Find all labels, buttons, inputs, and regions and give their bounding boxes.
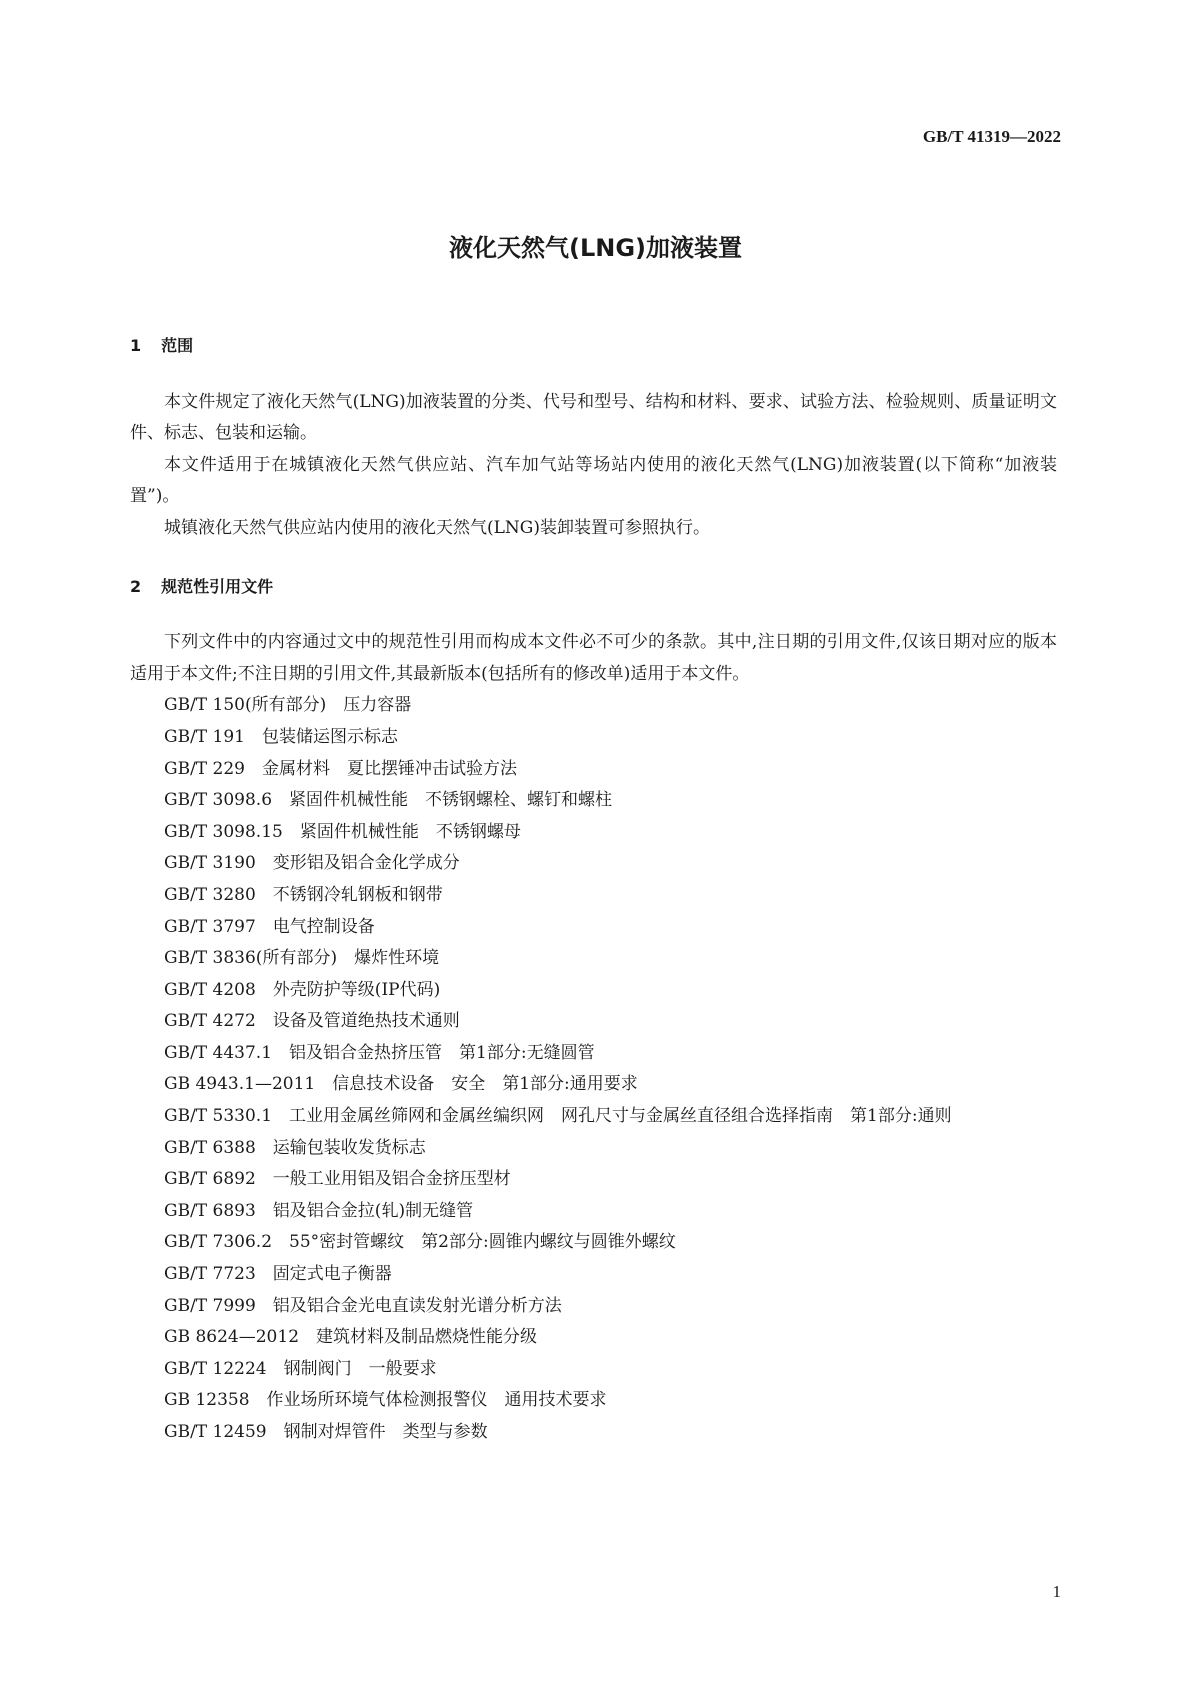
reference-item: GB/T 3280 不锈钢冷轧钢板和钢带 — [164, 884, 443, 905]
reference-item: GB/T 191 包装储运图示标志 — [164, 726, 398, 747]
reference-item: GB/T 4437.1 铝及铝合金热挤压管 第1部分:无缝圆管 — [164, 1042, 595, 1063]
section-number: 1 — [130, 336, 142, 355]
reference-item: GB 12358 作业场所环境气体检测报警仪 通用技术要求 — [164, 1390, 607, 1411]
reference-item: GB/T 3098.6 紧固件机械性能 不锈钢螺栓、螺钉和螺柱 — [164, 790, 613, 811]
reference-list — [130, 690, 1057, 1448]
section-heading-scope — [130, 330, 1057, 362]
reference-item: GB/T 12459 钢制对焊管件 类型与参数 — [164, 1422, 488, 1442]
reference-item: GB/T 4208 外壳防护等级(IP代码) — [164, 979, 441, 1000]
standard-number: GB/T 41319—2022 — [922, 127, 1061, 146]
reference-item: GB 4943.1—2011 信息技术设备 安全 第1部分:通用要求 — [164, 1074, 638, 1095]
reference-item: GB/T 6893 铝及铝合金拉(轧)制无缝管 — [164, 1200, 474, 1221]
section-number: 2 — [130, 576, 142, 596]
section-heading-normative-references — [130, 571, 1057, 603]
reference-item: GB/T 6892 一般工业用铝及铝合金挤压型材 — [164, 1169, 511, 1190]
reference-item: GB/T 12224 钢制阀门 一般要求 — [164, 1358, 437, 1379]
reference-item: GB/T 3797 电气控制设备 — [164, 916, 375, 937]
paragraph: 城镇液化天然气供应站内使用的液化天然气(LNG)装卸装置可参照执行。 — [164, 517, 711, 538]
page-number: 1 — [1052, 1582, 1061, 1601]
reference-item: GB/T 229 金属材料 夏比摆锤冲击试验方法 — [164, 758, 517, 779]
reference-item: GB/T 150(所有部分) 压力容器 — [164, 695, 412, 716]
section-title: 规范性引用文件 — [161, 576, 274, 596]
section-title: 范围 — [161, 336, 194, 355]
reference-item: GB/T 7723 固定式电子衡器 — [164, 1264, 392, 1285]
reference-item: GB 8624—2012 建筑材料及制品燃烧性能分级 — [164, 1327, 538, 1348]
paragraph: 下列文件中的内容通过文中的规范性引用而构成本文件必不可少的条款。其中,注日期的引用文件,仅该日期对应的版本适用于本文件;不注日期的引用文件,其最新版本(包括所有的修改单)适用于本文件。 — [130, 632, 1057, 684]
reference-item: GB/T 7999 铝及铝合金光电直读发射光谱分析方法 — [164, 1295, 562, 1316]
document-body — [130, 330, 1057, 1449]
reference-item: GB/T 3190 变形铝及铝合金化学成分 — [164, 853, 460, 874]
reference-item: GB/T 7306.2 55°密封管螺纹 第2部分:圆锥内螺纹与圆锥外螺纹 — [164, 1232, 676, 1253]
reference-item: GB/T 3836(所有部分) 爆炸性环境 — [164, 948, 440, 969]
reference-item: GB/T 6388 运输包装收发货标志 — [164, 1137, 426, 1158]
document-title: 液化天然气(LNG)加液装置 — [448, 234, 742, 262]
reference-item: GB/T 3098.15 紧固件机械性能 不锈钢螺母 — [164, 821, 521, 842]
reference-item: GB/T 4272 设备及管道绝热技术通则 — [164, 1011, 460, 1032]
paragraph: 本文件适用于在城镇液化天然气供应站、汽车加气站等场站内使用的液化天然气(LNG)加液装置(以下简称“加液装置”)。 — [130, 454, 1057, 507]
reference-item: GB/T 5330.1 工业用金属丝筛网和金属丝编织网 网孔尺寸与金属丝直径组合选择指南 第1部分:通则 — [164, 1106, 952, 1127]
paragraph: 本文件规定了液化天然气(LNG)加液装置的分类、代号和型号、结构和材料、要求、试验方法、检验规则、质量证明文件、标志、包装和运输。 — [130, 391, 1057, 444]
